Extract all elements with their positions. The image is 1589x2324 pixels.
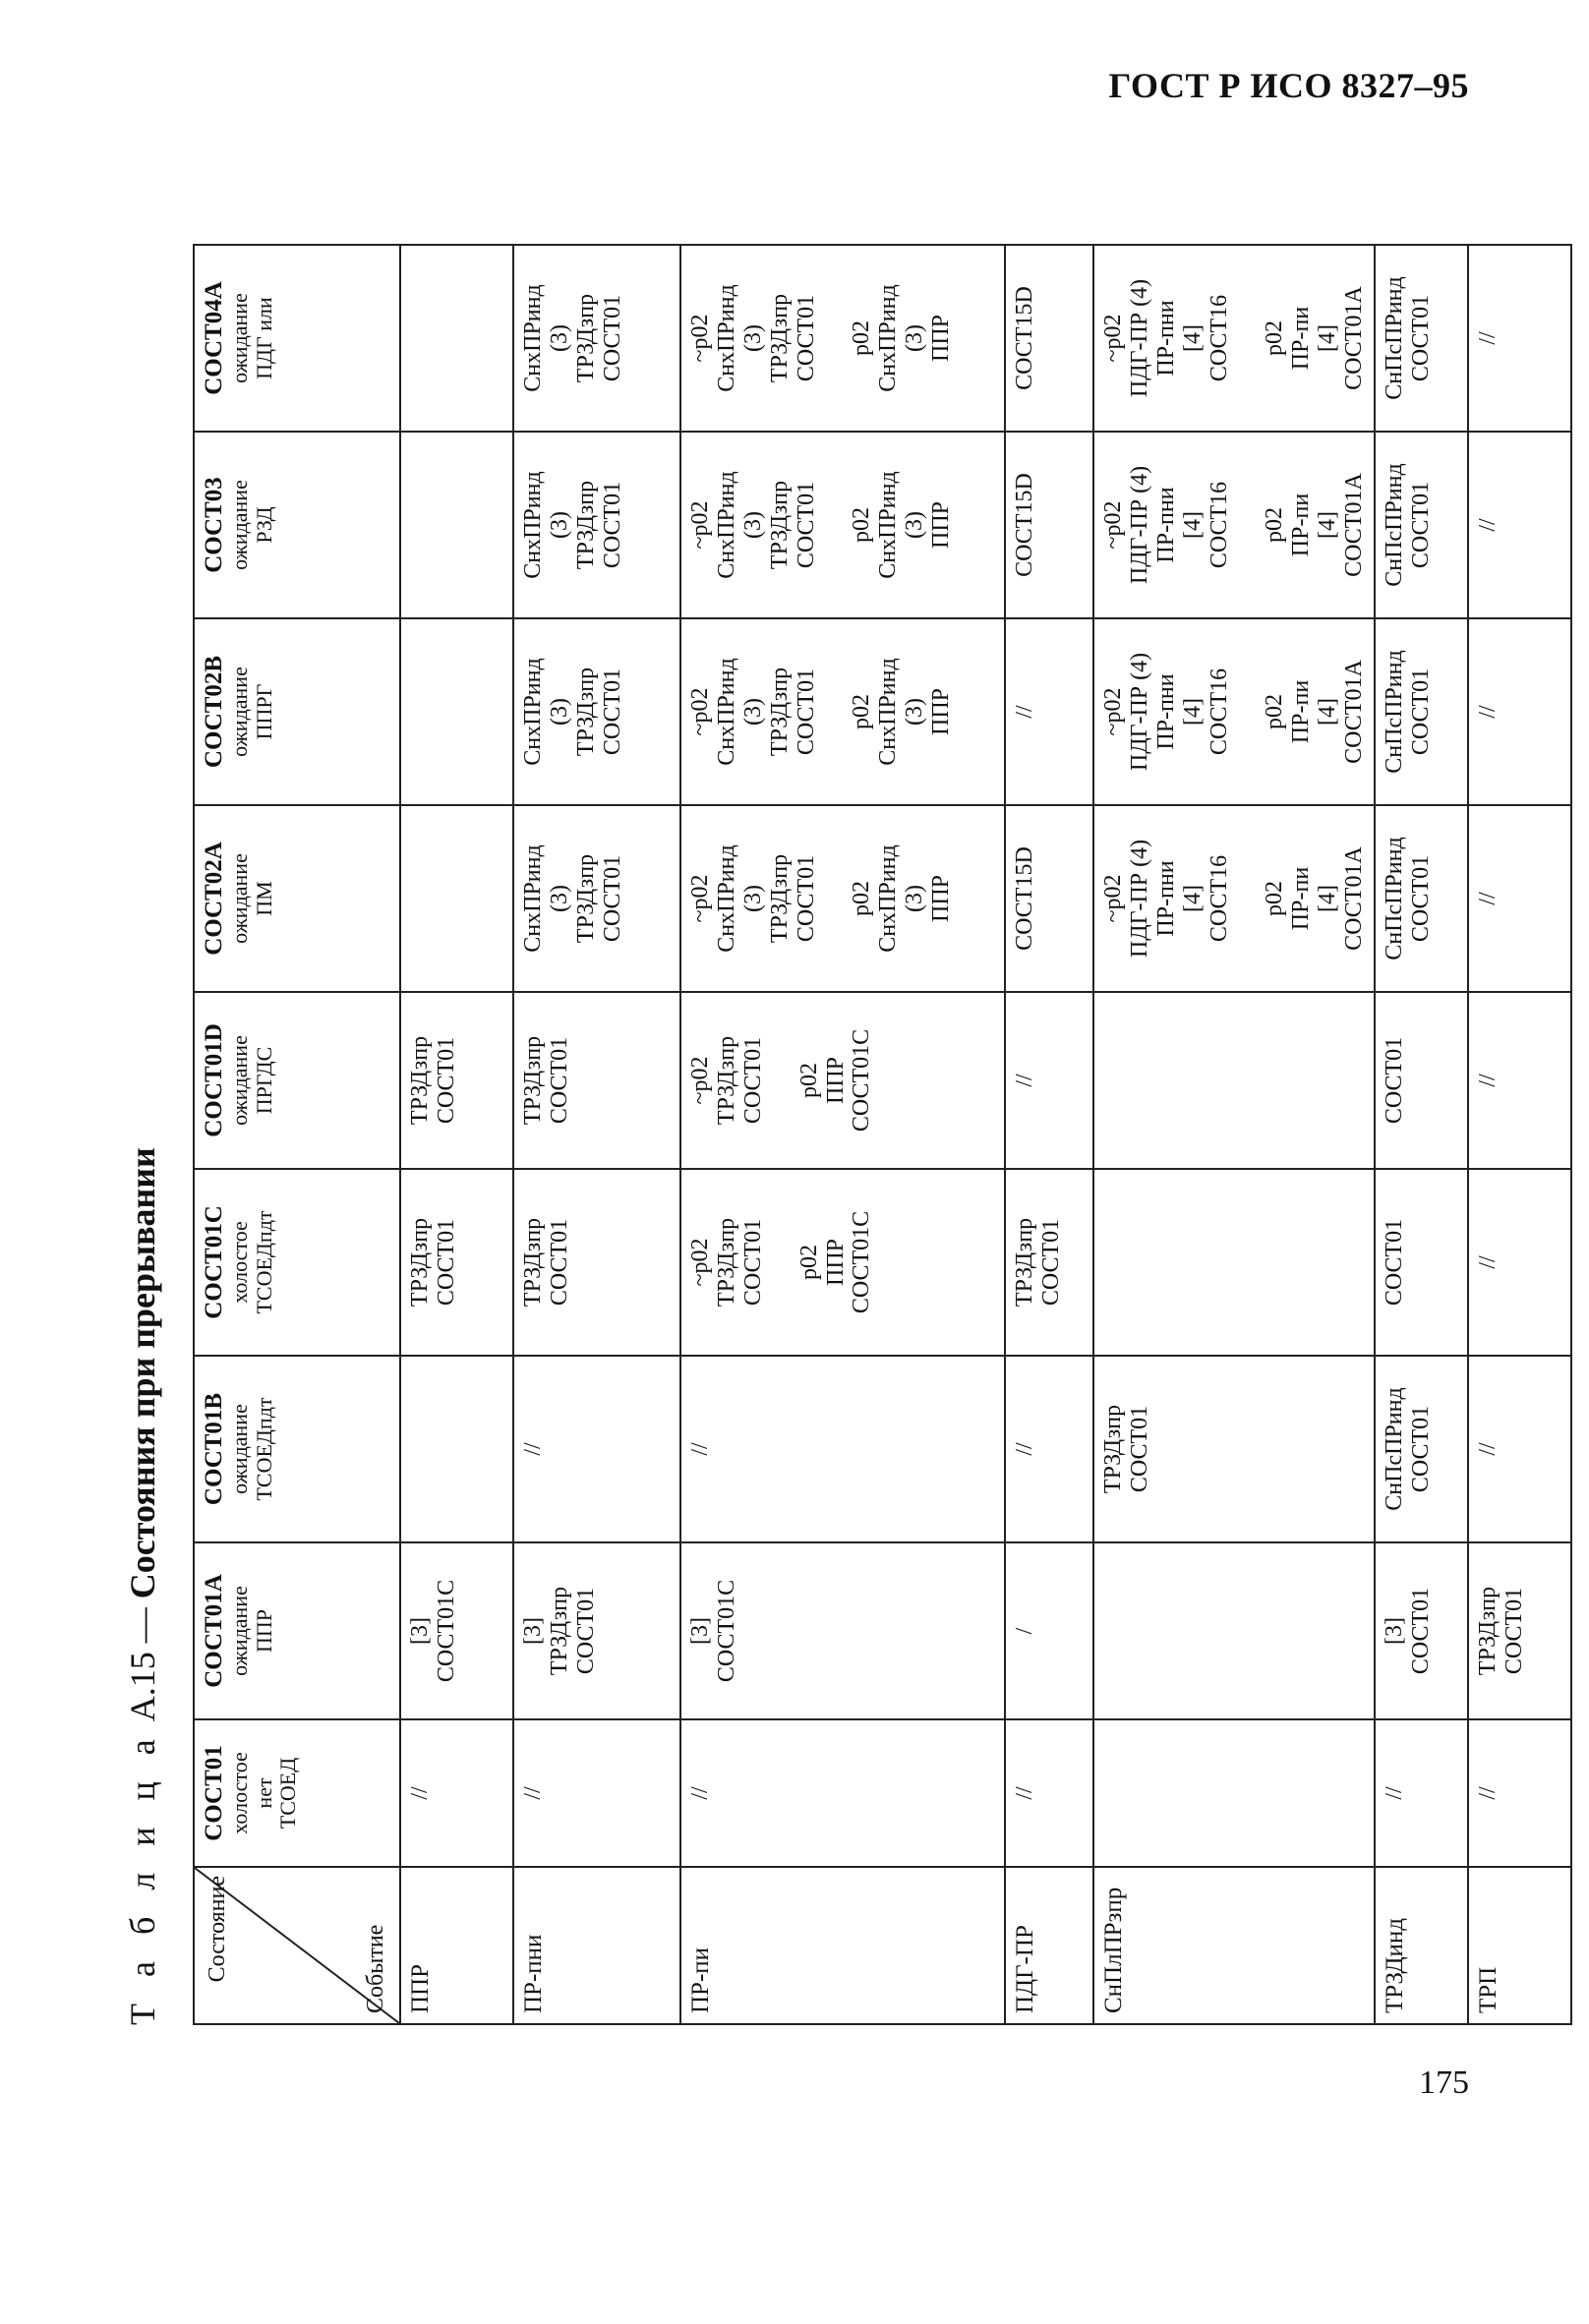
transition-cell bbox=[1375, 245, 1468, 432]
cell-text: СОСТ15D bbox=[1012, 846, 1037, 951]
cell-text: ~р02 bbox=[687, 314, 713, 363]
column-description: ожидание bbox=[227, 480, 252, 570]
cell-text: ПР-пни bbox=[1152, 300, 1179, 377]
cell-text: СОСТ01 bbox=[1407, 854, 1434, 943]
column-description: ожидание bbox=[227, 1035, 252, 1126]
cell-text: ППР bbox=[822, 1057, 849, 1105]
cell-text: р02 bbox=[849, 320, 875, 356]
cell-text: ТРЗДзпр bbox=[766, 480, 793, 570]
standard-header: ГОСТ Р ИСО 8327–95 bbox=[1108, 66, 1469, 105]
cell-text: СОСТ01 bbox=[599, 854, 625, 943]
cell-text: // bbox=[1012, 1442, 1037, 1456]
transition-cell bbox=[1375, 992, 1468, 1169]
cell-text: СОСТ01 bbox=[1381, 1218, 1407, 1307]
cell-text: // bbox=[1381, 1786, 1407, 1800]
transition-cell bbox=[1005, 1542, 1093, 1719]
transition-cell bbox=[1468, 805, 1571, 992]
transition-cell bbox=[513, 1169, 680, 1356]
cell-text: ПР-пни bbox=[1152, 673, 1179, 750]
cell-text: СОСТ16 bbox=[1206, 854, 1232, 943]
cell-text: р02 bbox=[849, 881, 875, 916]
cell-text: СОСТ01 bbox=[599, 481, 625, 569]
cell-text: СОСТ01 bbox=[1501, 1587, 1527, 1675]
event-cell: СнПлПРзпр bbox=[1093, 1867, 1375, 2024]
cell-text: СнПсПРинд bbox=[1381, 837, 1407, 960]
column-code: СОСТ01В bbox=[201, 1392, 227, 1506]
cell-text: ТРЗДзпр bbox=[572, 480, 599, 570]
cell-text: СОСТ01 bbox=[599, 294, 625, 382]
column-code: СОСТ03 bbox=[201, 477, 227, 573]
event-cell: ТРЗДинд bbox=[1375, 1867, 1468, 2024]
cell-text: СнхПРинд bbox=[875, 471, 902, 579]
cell-text: ТРЗДзпр bbox=[572, 293, 599, 383]
cell-text: / bbox=[1012, 1627, 1037, 1635]
table-title-name: Состояния при прерывании bbox=[123, 1147, 162, 1599]
column-description: ожидание bbox=[227, 293, 252, 383]
cell-text: СнПсПРинд bbox=[1381, 650, 1407, 774]
transition-cell bbox=[1093, 618, 1375, 805]
transition-cell bbox=[680, 1542, 1005, 1719]
cell-text: (3) bbox=[902, 324, 928, 352]
cell-text: СОСТ01 bbox=[1407, 1587, 1434, 1675]
cell-text: (3) bbox=[739, 885, 766, 912]
table-row bbox=[513, 245, 680, 2024]
cell-text: СОСТ01С bbox=[849, 1028, 875, 1133]
cell-text: ПДГ-ПР (4) bbox=[1126, 465, 1152, 585]
cell-text: ППР bbox=[928, 688, 954, 736]
corner-event-label: Событие bbox=[363, 1924, 389, 2013]
transition-cell bbox=[1005, 245, 1093, 432]
transition-cell bbox=[1093, 805, 1375, 992]
transition-cell bbox=[513, 1542, 680, 1719]
transition-cell bbox=[680, 618, 1005, 805]
cell-text: ТРЗДзпр bbox=[1012, 1217, 1037, 1307]
transition-cell bbox=[1093, 245, 1375, 432]
table-title-prefix: Т а б л и ц а bbox=[123, 1730, 162, 2025]
transition-cell bbox=[1005, 1356, 1093, 1542]
transition-cell bbox=[1375, 1356, 1468, 1542]
cell-text: // bbox=[1474, 705, 1501, 719]
cell-text: СОСТ01А bbox=[1341, 473, 1367, 577]
column-description: холостое bbox=[227, 1752, 252, 1834]
rotated-table-area bbox=[122, 0, 1527, 2025]
transition-cell bbox=[1093, 1356, 1375, 1542]
column-description: ПМ bbox=[251, 881, 276, 916]
column-header bbox=[194, 1719, 400, 1867]
cell-text: ПР-пи bbox=[1288, 493, 1315, 557]
column-header bbox=[194, 432, 400, 618]
cell-text: СОСТ16 bbox=[1206, 481, 1232, 569]
column-code: СОСТ01А bbox=[201, 1574, 227, 1688]
cell-text: (3) bbox=[902, 511, 928, 539]
column-header bbox=[194, 1356, 400, 1542]
cell-text: СОСТ01 bbox=[572, 1587, 599, 1675]
cell-text: ППР bbox=[928, 875, 954, 923]
cell-text: // bbox=[1474, 892, 1501, 905]
cell-text: СОСТ01 bbox=[1407, 668, 1434, 756]
transition-cell bbox=[680, 245, 1005, 432]
cell-text: ~р02 bbox=[1100, 314, 1126, 363]
cell-text: ~р02 bbox=[687, 687, 713, 736]
column-header bbox=[194, 805, 400, 992]
cell-text: р02 bbox=[795, 1063, 822, 1098]
cell-text: СнхПРинд bbox=[713, 284, 739, 392]
cell-text: СОСТ15D bbox=[1012, 286, 1037, 390]
cell-text: ПДГ-ПР (4) bbox=[1126, 652, 1152, 772]
transition-cell bbox=[400, 992, 513, 1169]
cell-text: СОСТ01 bbox=[546, 1036, 572, 1125]
column-description: ППРГ bbox=[251, 683, 276, 740]
table-title-dash: — bbox=[123, 1607, 162, 1644]
cell-text: [4] bbox=[1315, 698, 1341, 726]
cell-text: СОСТ01 bbox=[1126, 1405, 1152, 1493]
cell-text: // bbox=[1474, 1786, 1501, 1800]
cell-text: ТРЗДзпр bbox=[520, 1035, 546, 1126]
transition-cell bbox=[513, 1719, 680, 1867]
corner-cell bbox=[194, 1867, 400, 2024]
cell-text: СОСТ01 bbox=[1407, 481, 1434, 569]
transition-cell bbox=[680, 805, 1005, 992]
cell-text: (3) bbox=[739, 698, 766, 726]
cell-text: СОСТ01А bbox=[1341, 846, 1367, 951]
cell-text: ~р02 bbox=[687, 1238, 713, 1287]
table-row bbox=[680, 245, 1005, 2024]
cell-text: СнхПРинд bbox=[875, 844, 902, 953]
transition-cell bbox=[1093, 432, 1375, 618]
transition-cell bbox=[400, 618, 513, 805]
transition-cell bbox=[1468, 618, 1571, 805]
page-number: 175 bbox=[1419, 2064, 1469, 2101]
cell-text: (3) bbox=[739, 511, 766, 539]
cell-text: (3) bbox=[546, 324, 572, 352]
cell-text: (3) bbox=[546, 698, 572, 726]
column-description: ТСОЕДпдт bbox=[251, 1397, 276, 1501]
cell-text: [4] bbox=[1315, 885, 1341, 912]
cell-text: // bbox=[1012, 1074, 1037, 1087]
transition-cell bbox=[1005, 992, 1093, 1169]
table-row bbox=[1468, 245, 1571, 2024]
column-header bbox=[194, 618, 400, 805]
cell-text: СОСТ01 bbox=[433, 1218, 459, 1307]
cell-text: СнПсПРинд bbox=[1381, 1387, 1407, 1511]
table-row bbox=[400, 245, 513, 2024]
column-description: ПДГ или bbox=[251, 297, 276, 379]
cell-text: СнхПРинд bbox=[713, 471, 739, 579]
cell-text: СнхПРинд bbox=[520, 844, 546, 953]
cell-text: ППР bbox=[928, 315, 954, 363]
cell-text: // bbox=[1012, 705, 1037, 719]
cell-text: ~р02 bbox=[687, 500, 713, 550]
cell-text: ПДГ-ПР (4) bbox=[1126, 839, 1152, 959]
cell-text: р02 bbox=[1262, 507, 1288, 543]
table-title bbox=[122, 1147, 163, 2025]
transition-cell bbox=[400, 1356, 513, 1542]
cell-text: СОСТ01 bbox=[546, 1218, 572, 1307]
transition-cell bbox=[400, 805, 513, 992]
table-row bbox=[1005, 245, 1093, 2024]
cell-text: ТРЗДзпр bbox=[520, 1217, 546, 1307]
cell-text: // bbox=[1474, 331, 1501, 345]
transition-cell bbox=[1375, 1169, 1468, 1356]
event-cell: ПР-пни bbox=[513, 1867, 680, 2024]
table-row bbox=[1375, 245, 1468, 2024]
cell-text: СнхПРинд bbox=[520, 658, 546, 766]
cell-text: СОСТ01 bbox=[793, 481, 819, 569]
transition-cell bbox=[513, 618, 680, 805]
cell-text: // bbox=[520, 1442, 546, 1456]
cell-text: ТРЗДзпр bbox=[407, 1217, 433, 1307]
cell-text: // bbox=[407, 1786, 433, 1800]
cell-text: // bbox=[1474, 1255, 1501, 1269]
transition-cell bbox=[400, 1719, 513, 1867]
cell-text: ТРЗДзпр bbox=[766, 667, 793, 757]
column-description: ППР bbox=[251, 1609, 276, 1654]
cell-text: // bbox=[1474, 1442, 1501, 1456]
transition-cell bbox=[1375, 618, 1468, 805]
cell-text: (3) bbox=[546, 885, 572, 912]
column-description: ожидание bbox=[227, 1404, 252, 1494]
transition-cell bbox=[1005, 618, 1093, 805]
cell-text: ТРЗДзпр bbox=[1100, 1404, 1126, 1494]
transition-cell bbox=[1093, 1542, 1375, 1719]
transition-cell bbox=[513, 1356, 680, 1542]
table-body bbox=[400, 245, 1571, 2024]
cell-text: ~р02 bbox=[687, 1056, 713, 1105]
column-code: СОСТ02В bbox=[201, 655, 227, 769]
table-header-row bbox=[194, 245, 400, 2024]
cell-text: СОСТ16 bbox=[1206, 294, 1232, 382]
cell-text: ТРЗДзпр bbox=[766, 853, 793, 944]
cell-text: СнхПРинд bbox=[875, 284, 902, 392]
cell-text: (3) bbox=[902, 885, 928, 912]
transition-cell bbox=[513, 992, 680, 1169]
transition-cell bbox=[1005, 1169, 1093, 1356]
cell-text: СОСТ01С bbox=[713, 1579, 739, 1683]
cell-text: СнхПРинд bbox=[875, 658, 902, 766]
cell-text: // bbox=[687, 1442, 713, 1456]
cell-text: ПДГ-ПР (4) bbox=[1126, 278, 1152, 398]
cell-text: // bbox=[1474, 1074, 1501, 1087]
cell-text: ПР-пи bbox=[1288, 306, 1315, 371]
column-description: холостое bbox=[227, 1221, 252, 1304]
transition-cell bbox=[400, 432, 513, 618]
transition-cell bbox=[680, 1719, 1005, 1867]
cell-text: ТРЗДзпр bbox=[407, 1035, 433, 1126]
event-cell: ПДГ-ПР bbox=[1005, 1867, 1093, 2024]
column-description: ожидание bbox=[227, 853, 252, 944]
transition-cell bbox=[680, 1356, 1005, 1542]
column-header bbox=[194, 1542, 400, 1719]
transition-cell bbox=[1468, 432, 1571, 618]
cell-text: СОСТ01 bbox=[739, 1036, 766, 1125]
column-header bbox=[194, 245, 400, 432]
cell-text: (3) bbox=[902, 698, 928, 726]
cell-text: ~р02 bbox=[687, 874, 713, 923]
cell-text: ППР bbox=[822, 1239, 849, 1287]
cell-text: СОСТ15D bbox=[1012, 473, 1037, 577]
cell-text: СОСТ01 bbox=[793, 668, 819, 756]
cell-text: СОСТ01А bbox=[1341, 660, 1367, 764]
cell-text: ПР-пни bbox=[1152, 487, 1179, 563]
cell-text: // bbox=[520, 1786, 546, 1800]
cell-text: ТРЗДзпр bbox=[572, 853, 599, 944]
column-code: СОСТ01D bbox=[201, 1023, 227, 1137]
transition-cell bbox=[1375, 432, 1468, 618]
cell-text: ~р02 bbox=[1100, 874, 1126, 923]
cell-text: СОСТ01 bbox=[739, 1218, 766, 1307]
cell-text: р02 bbox=[1262, 694, 1288, 729]
column-code: СОСТ01С bbox=[201, 1205, 227, 1319]
transition-cell bbox=[1093, 1719, 1375, 1867]
column-code: СОСТ01 bbox=[201, 1745, 227, 1841]
cell-text: СнПсПРинд bbox=[1381, 276, 1407, 400]
cell-text: ПР-пи bbox=[1288, 679, 1315, 744]
cell-text: р02 bbox=[1262, 881, 1288, 916]
transition-cell bbox=[680, 432, 1005, 618]
column-description: РЗД bbox=[251, 506, 276, 544]
column-description: ПРГДС bbox=[251, 1046, 276, 1115]
cell-text: // bbox=[687, 1786, 713, 1800]
interrupt-states-table bbox=[193, 244, 1572, 2025]
cell-text: СОСТ01 bbox=[1381, 1036, 1407, 1125]
cell-text: СОСТ01С bbox=[849, 1210, 875, 1314]
cell-text: СОСТ01 bbox=[1407, 1405, 1434, 1493]
cell-text: [4] bbox=[1179, 698, 1206, 726]
transition-cell bbox=[1468, 245, 1571, 432]
cell-text: ТРЗДзпр bbox=[546, 1586, 572, 1676]
cell-text: [3] bbox=[1381, 1617, 1407, 1645]
table-row bbox=[1093, 245, 1375, 2024]
cell-text: СОСТ01 bbox=[433, 1036, 459, 1125]
transition-cell bbox=[1468, 1542, 1571, 1719]
cell-text: ТРЗДзпр bbox=[572, 667, 599, 757]
cell-text: [3] bbox=[520, 1617, 546, 1645]
cell-text: СОСТ01С bbox=[433, 1579, 459, 1683]
cell-text: ТРЗДзпр bbox=[713, 1035, 739, 1126]
cell-text: [4] bbox=[1179, 511, 1206, 539]
cell-text: [3] bbox=[687, 1617, 713, 1645]
column-header bbox=[194, 992, 400, 1169]
cell-text: ПР-пи bbox=[1288, 866, 1315, 931]
transition-cell bbox=[400, 1542, 513, 1719]
cell-text: [4] bbox=[1179, 885, 1206, 912]
column-description: ТСОЕД bbox=[275, 1757, 301, 1830]
cell-text: р02 bbox=[849, 507, 875, 543]
cell-text: ~р02 bbox=[1100, 500, 1126, 550]
transition-cell bbox=[1005, 805, 1093, 992]
column-code: СОСТ04А bbox=[201, 281, 227, 395]
cell-text: [4] bbox=[1179, 324, 1206, 352]
cell-text: СнхПРинд bbox=[713, 658, 739, 766]
cell-text: СнхПРинд bbox=[520, 471, 546, 579]
transition-cell bbox=[400, 245, 513, 432]
cell-text: (3) bbox=[739, 324, 766, 352]
transition-cell bbox=[513, 432, 680, 618]
transition-cell bbox=[680, 992, 1005, 1169]
cell-text: СОСТ01 bbox=[793, 854, 819, 943]
cell-text: ТРЗДзпр bbox=[1474, 1586, 1501, 1676]
transition-cell bbox=[1093, 992, 1375, 1169]
cell-text: СОСТ01 bbox=[793, 294, 819, 382]
transition-cell bbox=[1005, 432, 1093, 618]
transition-cell bbox=[513, 805, 680, 992]
cell-text: ПР-пни bbox=[1152, 860, 1179, 937]
cell-text: СОСТ01 bbox=[1407, 294, 1434, 382]
cell-text: СОСТ16 bbox=[1206, 668, 1232, 756]
cell-text: (3) bbox=[546, 511, 572, 539]
cell-text: СОСТ01А bbox=[1341, 286, 1367, 390]
cell-text: ТРЗДзпр bbox=[713, 1217, 739, 1307]
event-cell: ППР bbox=[400, 1867, 513, 2024]
transition-cell bbox=[400, 1169, 513, 1356]
table-title-number: А.15 bbox=[123, 1652, 162, 1722]
transition-cell bbox=[1468, 1356, 1571, 1542]
cell-text: СОСТ01 bbox=[1037, 1218, 1064, 1307]
event-cell: ТРП bbox=[1468, 1867, 1571, 2024]
column-code: СОСТ02А bbox=[201, 842, 227, 956]
cell-text: [4] bbox=[1315, 324, 1341, 352]
cell-text: [3] bbox=[407, 1617, 433, 1645]
column-description: ожидание bbox=[227, 1586, 252, 1676]
transition-cell bbox=[1468, 1719, 1571, 1867]
transition-cell bbox=[680, 1169, 1005, 1356]
column-description: нет bbox=[251, 1777, 276, 1809]
transition-cell bbox=[1468, 992, 1571, 1169]
cell-text: СнхПРинд bbox=[713, 844, 739, 953]
corner-state-label: Состояние bbox=[205, 1876, 230, 1983]
transition-cell bbox=[1375, 805, 1468, 992]
transition-cell bbox=[1093, 1169, 1375, 1356]
column-description: ТСОЕДпдт bbox=[251, 1210, 276, 1314]
column-description: ожидание bbox=[227, 667, 252, 757]
cell-text: ТРЗДзпр bbox=[766, 293, 793, 383]
cell-text: [4] bbox=[1315, 511, 1341, 539]
cell-text: СОСТ01 bbox=[599, 668, 625, 756]
transition-cell bbox=[1005, 1719, 1093, 1867]
column-header bbox=[194, 1169, 400, 1356]
event-cell: ПР-пи bbox=[680, 1867, 1005, 2024]
transition-cell bbox=[513, 245, 680, 432]
transition-cell bbox=[1375, 1719, 1468, 1867]
cell-text: р02 bbox=[1262, 320, 1288, 356]
transition-cell bbox=[1468, 1169, 1571, 1356]
cell-text: СнПсПРинд bbox=[1381, 463, 1407, 587]
transition-cell bbox=[1375, 1542, 1468, 1719]
cell-text: // bbox=[1474, 518, 1501, 532]
cell-text: р02 bbox=[849, 694, 875, 729]
cell-text: // bbox=[1012, 1786, 1037, 1800]
cell-text: ~р02 bbox=[1100, 687, 1126, 736]
cell-text: р02 bbox=[795, 1245, 822, 1280]
cell-text: СнхПРинд bbox=[520, 284, 546, 392]
cell-text: ППР bbox=[928, 501, 954, 550]
